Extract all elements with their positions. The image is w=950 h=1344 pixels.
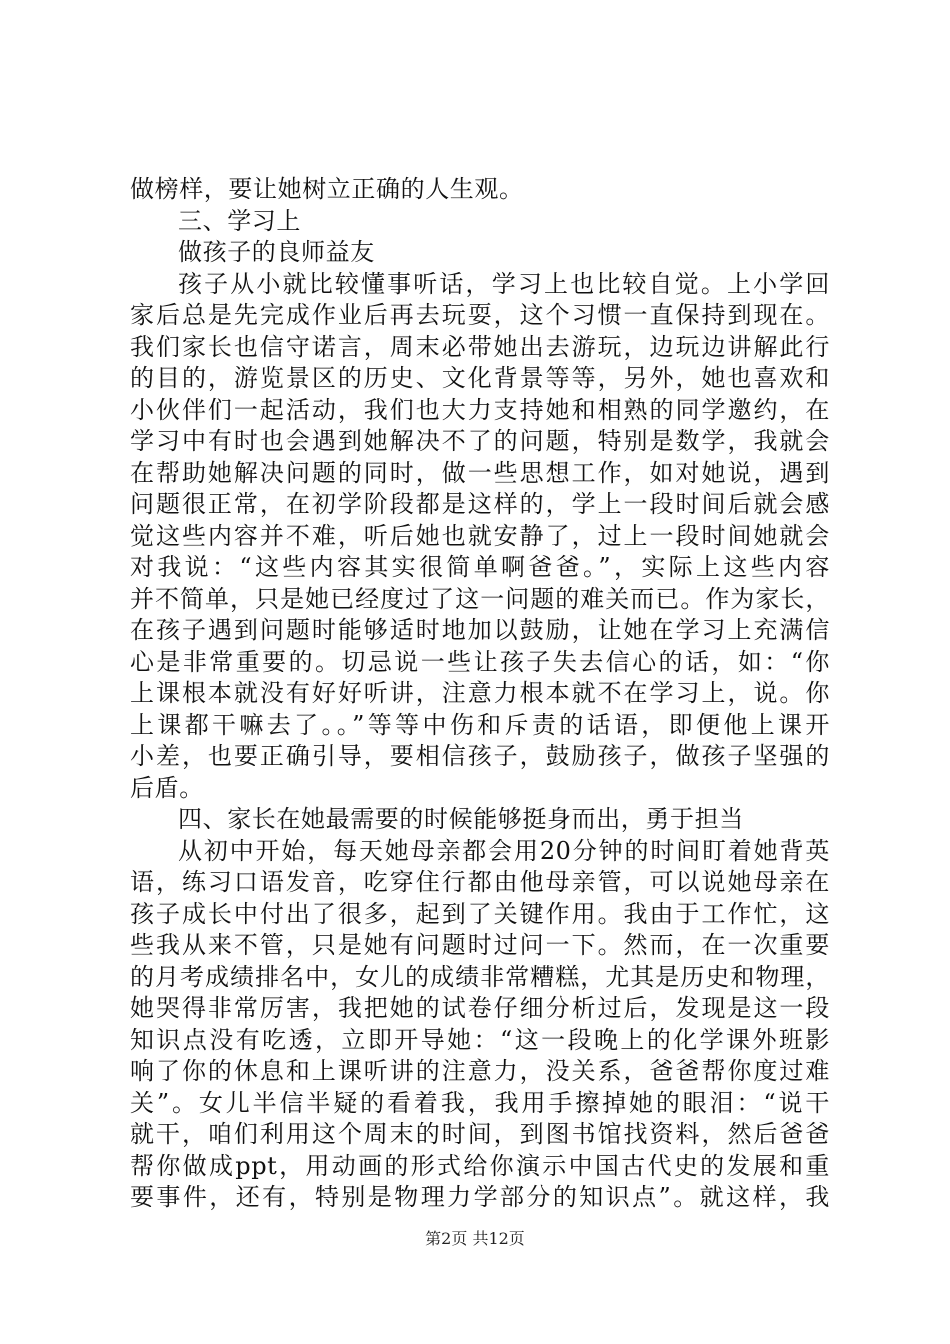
paragraph-line: 学习中有时也会遇到她解决不了的问题，特别是数学，我就会: [130, 427, 830, 455]
paragraph-line: 关”。女儿半信半疑的看着我，我用手擦掉她的眼泪：“说干: [130, 1088, 830, 1117]
paragraph-line: 她哭得非常厉害，我把她的试卷仔细分析过后，发现是这一段: [130, 994, 830, 1022]
paragraph-line: 觉这些内容并不难，听后她也就安静了，过上一段时间她就会: [130, 521, 830, 550]
paragraph-line: 响了你的休息和上课听讲的注意力，没关系，爸爸帮你度过难: [130, 1057, 830, 1085]
paragraph-line: 的目的，游览景区的历史、文化背景等等，另外，她也喜欢和: [130, 364, 830, 392]
document-body: [130, 174, 830, 1214]
section-subheading: 做孩子的良师益友: [178, 238, 375, 266]
paragraph-line: 要事件，还有，特别是物理力学部分的知识点”。就这样，我: [130, 1183, 830, 1211]
paragraph-line: 在帮助她解决问题的同时，做一些思想工作，如对她说，遇到: [130, 458, 830, 487]
paragraph-line: 的月考成绩排名中，女儿的成绩非常糟糕，尤其是历史和物理，: [130, 962, 830, 991]
paragraph-line: 并不简单，只是她已经度过了这一问题的难关而已。作为家长，: [130, 584, 830, 613]
paragraph-line: 小伙伴们一起活动，我们也大力支持她和相熟的同学邀约，在: [130, 395, 830, 424]
paragraph-line: 上课根本就没有好好听讲，注意力根本就不在学习上，说。你: [130, 679, 830, 707]
paragraph-line: 知识点没有吃透，立即开导她：“这一段晚上的化学课外班影: [130, 1025, 830, 1054]
section-heading: 三、学习上: [178, 206, 301, 235]
paragraph-line: 小差，也要正确引导，要相信孩子，鼓励孩子，做孩子坚强的: [130, 742, 830, 770]
paragraph-line: 问题很正常，在初学阶段都是这样的，学上一段时间后就会感: [130, 490, 830, 518]
paragraph-line: 对我说：“这些内容其实很简单啊爸爸。”，实际上这些内容: [130, 553, 830, 581]
paragraph-line: 在孩子遇到问题时能够适时地加以鼓励，让她在学习上充满信: [130, 616, 830, 644]
paragraph-line: 孩子从小就比较懂事听话，学习上也比较自觉。上小学回: [178, 269, 830, 298]
paragraph-line: 心是非常重要的。切忌说一些让孩子失去信心的话，如：“你: [130, 647, 830, 676]
paragraph-line: 帮你做成ppt，用动画的形式给你演示中国古代史的发展和重: [130, 1151, 830, 1180]
section-heading: 四、家长在她最需要的时候能够挺身而出，勇于担当: [178, 805, 744, 833]
page-footer: 第2页 共12页: [425, 1229, 525, 1248]
paragraph-line: 家后总是先完成作业后再去玩耍，这个习惯一直保持到现在。: [130, 301, 830, 329]
paragraph-line: 后盾。: [130, 773, 204, 802]
paragraph-line: 些我从来不管，只是她有问题时过问一下。然而，在一次重要: [130, 931, 830, 959]
paragraph-line: 上课都干嘛去了。。”等等中伤和斥责的话语，即便他上课开: [130, 710, 830, 739]
paragraph-line: 孩子成长中付出了很多，起到了关键作用。我由于工作忙，这: [130, 899, 830, 928]
paragraph-line: 就干，咱们利用这个周末的时间，到图书馆找资料，然后爸爸: [130, 1120, 830, 1148]
paragraph-line: 语，练习口语发音，吃穿住行都由他母亲管，可以说她母亲在: [130, 868, 830, 896]
paragraph-line: 我们家长也信守诺言，周末必带她出去游玩，边玩边讲解此行: [130, 332, 830, 361]
paragraph-line: 从初中开始，每天她母亲都会用20分钟的时间盯着她背英: [178, 836, 830, 865]
paragraph-line: 做榜样，要让她树立正确的人生观。: [130, 175, 524, 203]
